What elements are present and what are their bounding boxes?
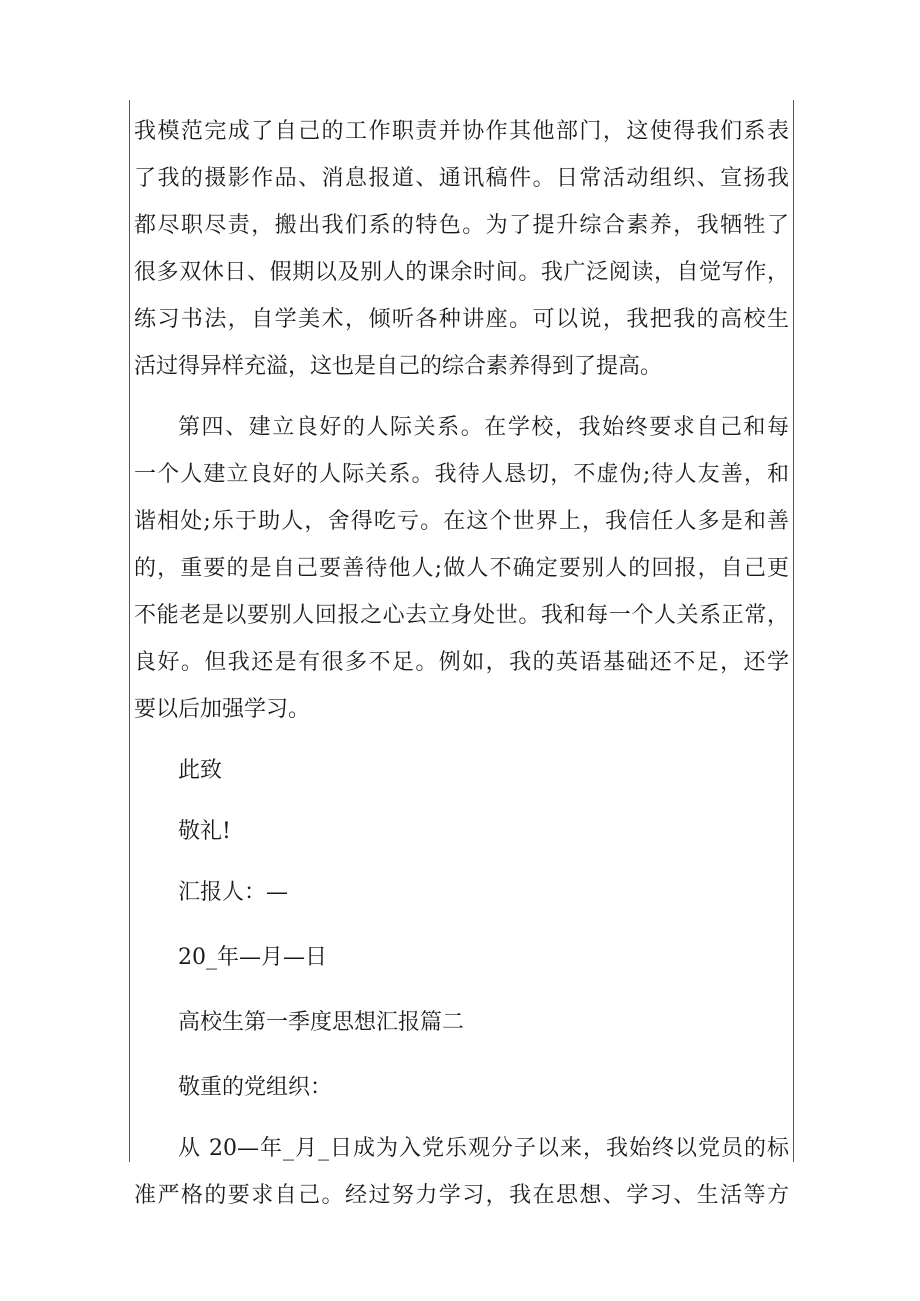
text-line: 都尽职尽责，搬出我们系的特色。为了提升综合素养，我牺牲了 [134, 213, 789, 238]
text-line: 谐相处;乐于助人，舍得吃亏。在这个世界上，我信任人多是和善 [134, 509, 789, 534]
right-border-line [793, 100, 794, 1162]
paragraph-relationships [134, 404, 789, 733]
text-line: 我模范完成了自己的工作职责并协作其他部门，这使得我们系表 [134, 119, 789, 144]
document-body [134, 108, 789, 1219]
closing-salutation: 此致 [178, 758, 223, 783]
text-line: 练习书法，自学美术，倾听各种讲座。可以说，我把我的高校生 [134, 307, 789, 332]
text-line: 准严格的要求自己。经过努力学习，我在思想、学习、生活等方 [134, 1183, 789, 1208]
paragraph-party-activist [134, 1125, 789, 1219]
section-title: 高校生第一季度思想汇报篇二 [178, 1010, 465, 1035]
reporter-line: 汇报人：— [178, 880, 289, 905]
closing-respect: 敬礼! [178, 819, 231, 844]
text-line: 了我的摄影作品、消息报道、通讯稿件。日常活动组织、宣扬我 [134, 166, 789, 191]
text-line: 活过得异样充溢，这也是自己的综合素养得到了提高。 [134, 354, 663, 379]
date-line: 20_年—月—日 [178, 945, 327, 970]
text-line: 很多双休日、假期以及别人的课余时间。我广泛阅读，自觉写作， [134, 260, 789, 285]
text-line: 的，重要的是自己要善待他人;做人不确定要别人的回报，自己更 [134, 556, 789, 581]
text-line: 要以后加强学习。 [134, 697, 311, 722]
text-line: 第四、建立良好的人际关系。在学校，我始终要求自己和每 [178, 415, 789, 440]
text-line: 一个人建立良好的人际关系。我待人恳切，不虚伪;待人友善，和 [134, 462, 789, 487]
text-line: 不能老是以要别人回报之心去立身处世。我和每一个人关系正常， [134, 603, 789, 628]
text-line: 从 20—年_月_日成为入党乐观分子以来，我始终以党员的标 [178, 1136, 789, 1161]
left-border-line [129, 100, 130, 1162]
paragraph-work-duties [134, 108, 789, 390]
greeting: 敬重的党组织： [178, 1075, 333, 1100]
text-line: 良好。但我还是有很多不足。例如，我的英语基础还不足，还学 [134, 650, 789, 675]
